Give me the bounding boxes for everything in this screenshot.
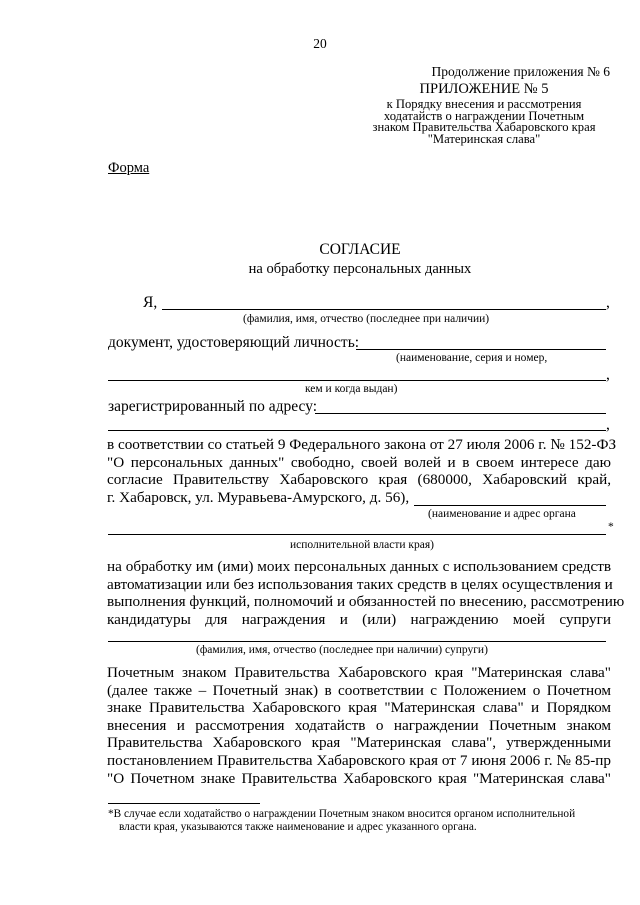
page-number: 20	[313, 36, 327, 51]
form-label: Форма	[108, 160, 150, 176]
document-title: СОГЛАСИЕ	[319, 241, 401, 258]
paragraph-line: выполнения функций, полномочий и обязанностей по внесению, рассмотрению	[107, 593, 625, 611]
org-input-line-2[interactable]	[108, 534, 606, 535]
hint-doc-1: (наименование, серия и номер,	[396, 352, 548, 364]
footnote-line: власти края, указываются также наименование и адрес указанного органа.	[119, 821, 477, 833]
consent-paragraph-2	[107, 558, 625, 628]
doc-comma: ,	[606, 366, 610, 383]
address-comma: ,	[606, 416, 610, 433]
fio-input-line[interactable]	[162, 309, 606, 310]
appendix-subtitle-line: "Материнская слава"	[427, 131, 541, 146]
footnote-divider	[108, 803, 260, 804]
consent-paragraph-3	[107, 664, 611, 787]
paragraph-line: "О Почетном знаке Правительства Хабаровского края "Материнская слава"	[107, 769, 611, 787]
hint-fio: (фамилия, имя, отчество (последнее при наличии)	[243, 313, 490, 325]
field-address-label: зарегистрированный по адресу:	[108, 398, 318, 415]
hint-doc-2: кем и когда выдан)	[305, 383, 398, 395]
continuation-note: Продолжение приложения № 6	[431, 64, 610, 79]
paragraph-line: знаке Правительства Хабаровского края "Материнская слава" и Порядком	[107, 699, 611, 717]
hint-spouse: (фамилия, имя, отчество (последнее при наличии) супруги)	[196, 644, 488, 656]
paragraph-line: на обработку им (ими) моих персональных данных с использованием средств	[107, 558, 611, 575]
consent-paragraph-1	[107, 436, 617, 489]
paragraph-line: "О персональных данных" свободно, своей волей и в своем интересе даю	[107, 453, 611, 471]
appendix-subtitle-line: знаком Правительства Хабаровского края	[372, 120, 596, 134]
org-input-line[interactable]	[414, 505, 606, 506]
paragraph-line: кандидатуры для награждения и (или) награждению моей супруги	[107, 610, 611, 628]
field-i-prefix: Я,	[143, 294, 158, 311]
appendix-subtitle	[364, 99, 604, 145]
paragraph-line: автоматизации или без использования таких средств в целях осуществления и	[107, 575, 613, 593]
appendix-title: ПРИЛОЖЕНИЕ № 5	[419, 81, 549, 97]
doc-input-line-2[interactable]	[108, 380, 606, 381]
paragraph-line: внесения и рассмотрения ходатайств о награждении Почетным знаком	[107, 716, 611, 734]
hint-org-1: (наименование и адрес органа	[428, 508, 576, 520]
paragraph-line: постановлением Правительства Хабаровского края от 7 июня 2006 г. № 85-пр	[107, 751, 611, 769]
paragraph-line: согласие Правительству Хабаровского края (680000, Хабаровский край,	[107, 471, 611, 489]
address-input-line[interactable]	[315, 413, 606, 414]
document-subtitle: на обработку персональных данных	[248, 261, 472, 277]
appendix-subtitle-line: ходатайств о награждении Почетным	[383, 108, 585, 123]
paragraph-line: Правительства Хабаровского края "Материнская слава", утвержденными	[107, 734, 611, 752]
fio-comma: ,	[606, 294, 610, 311]
paragraph-line: Почетным знаком Правительства Хабаровского края "Материнская слава"	[107, 664, 611, 681]
hint-org-2: исполнительной власти края)	[290, 539, 434, 551]
doc-input-line[interactable]	[356, 349, 606, 350]
address-input-line-2[interactable]	[108, 430, 606, 431]
footnote	[108, 808, 620, 834]
appendix-subtitle-line: к Порядку внесения и рассмотрения	[386, 97, 582, 111]
paragraph-line: г. Хабаровск, ул. Муравьева-Амурского, д. 56),	[107, 489, 410, 506]
spouse-input-line[interactable]	[108, 641, 606, 642]
field-doc-label: документ, удостоверяющий личность:	[108, 334, 360, 351]
org-asterisk: *	[608, 521, 614, 533]
paragraph-line: в соответствии со статьей 9 Федерального закона от 27 июля 2006 г. № 152-ФЗ	[107, 436, 617, 453]
paragraph-line: (далее также – Почетный знак) в соответствии с Положением о Почетном	[107, 681, 611, 699]
footnote-line: *В случае если ходатайство о награждении Почетным знаком вносится органом исполнительной	[108, 808, 576, 820]
